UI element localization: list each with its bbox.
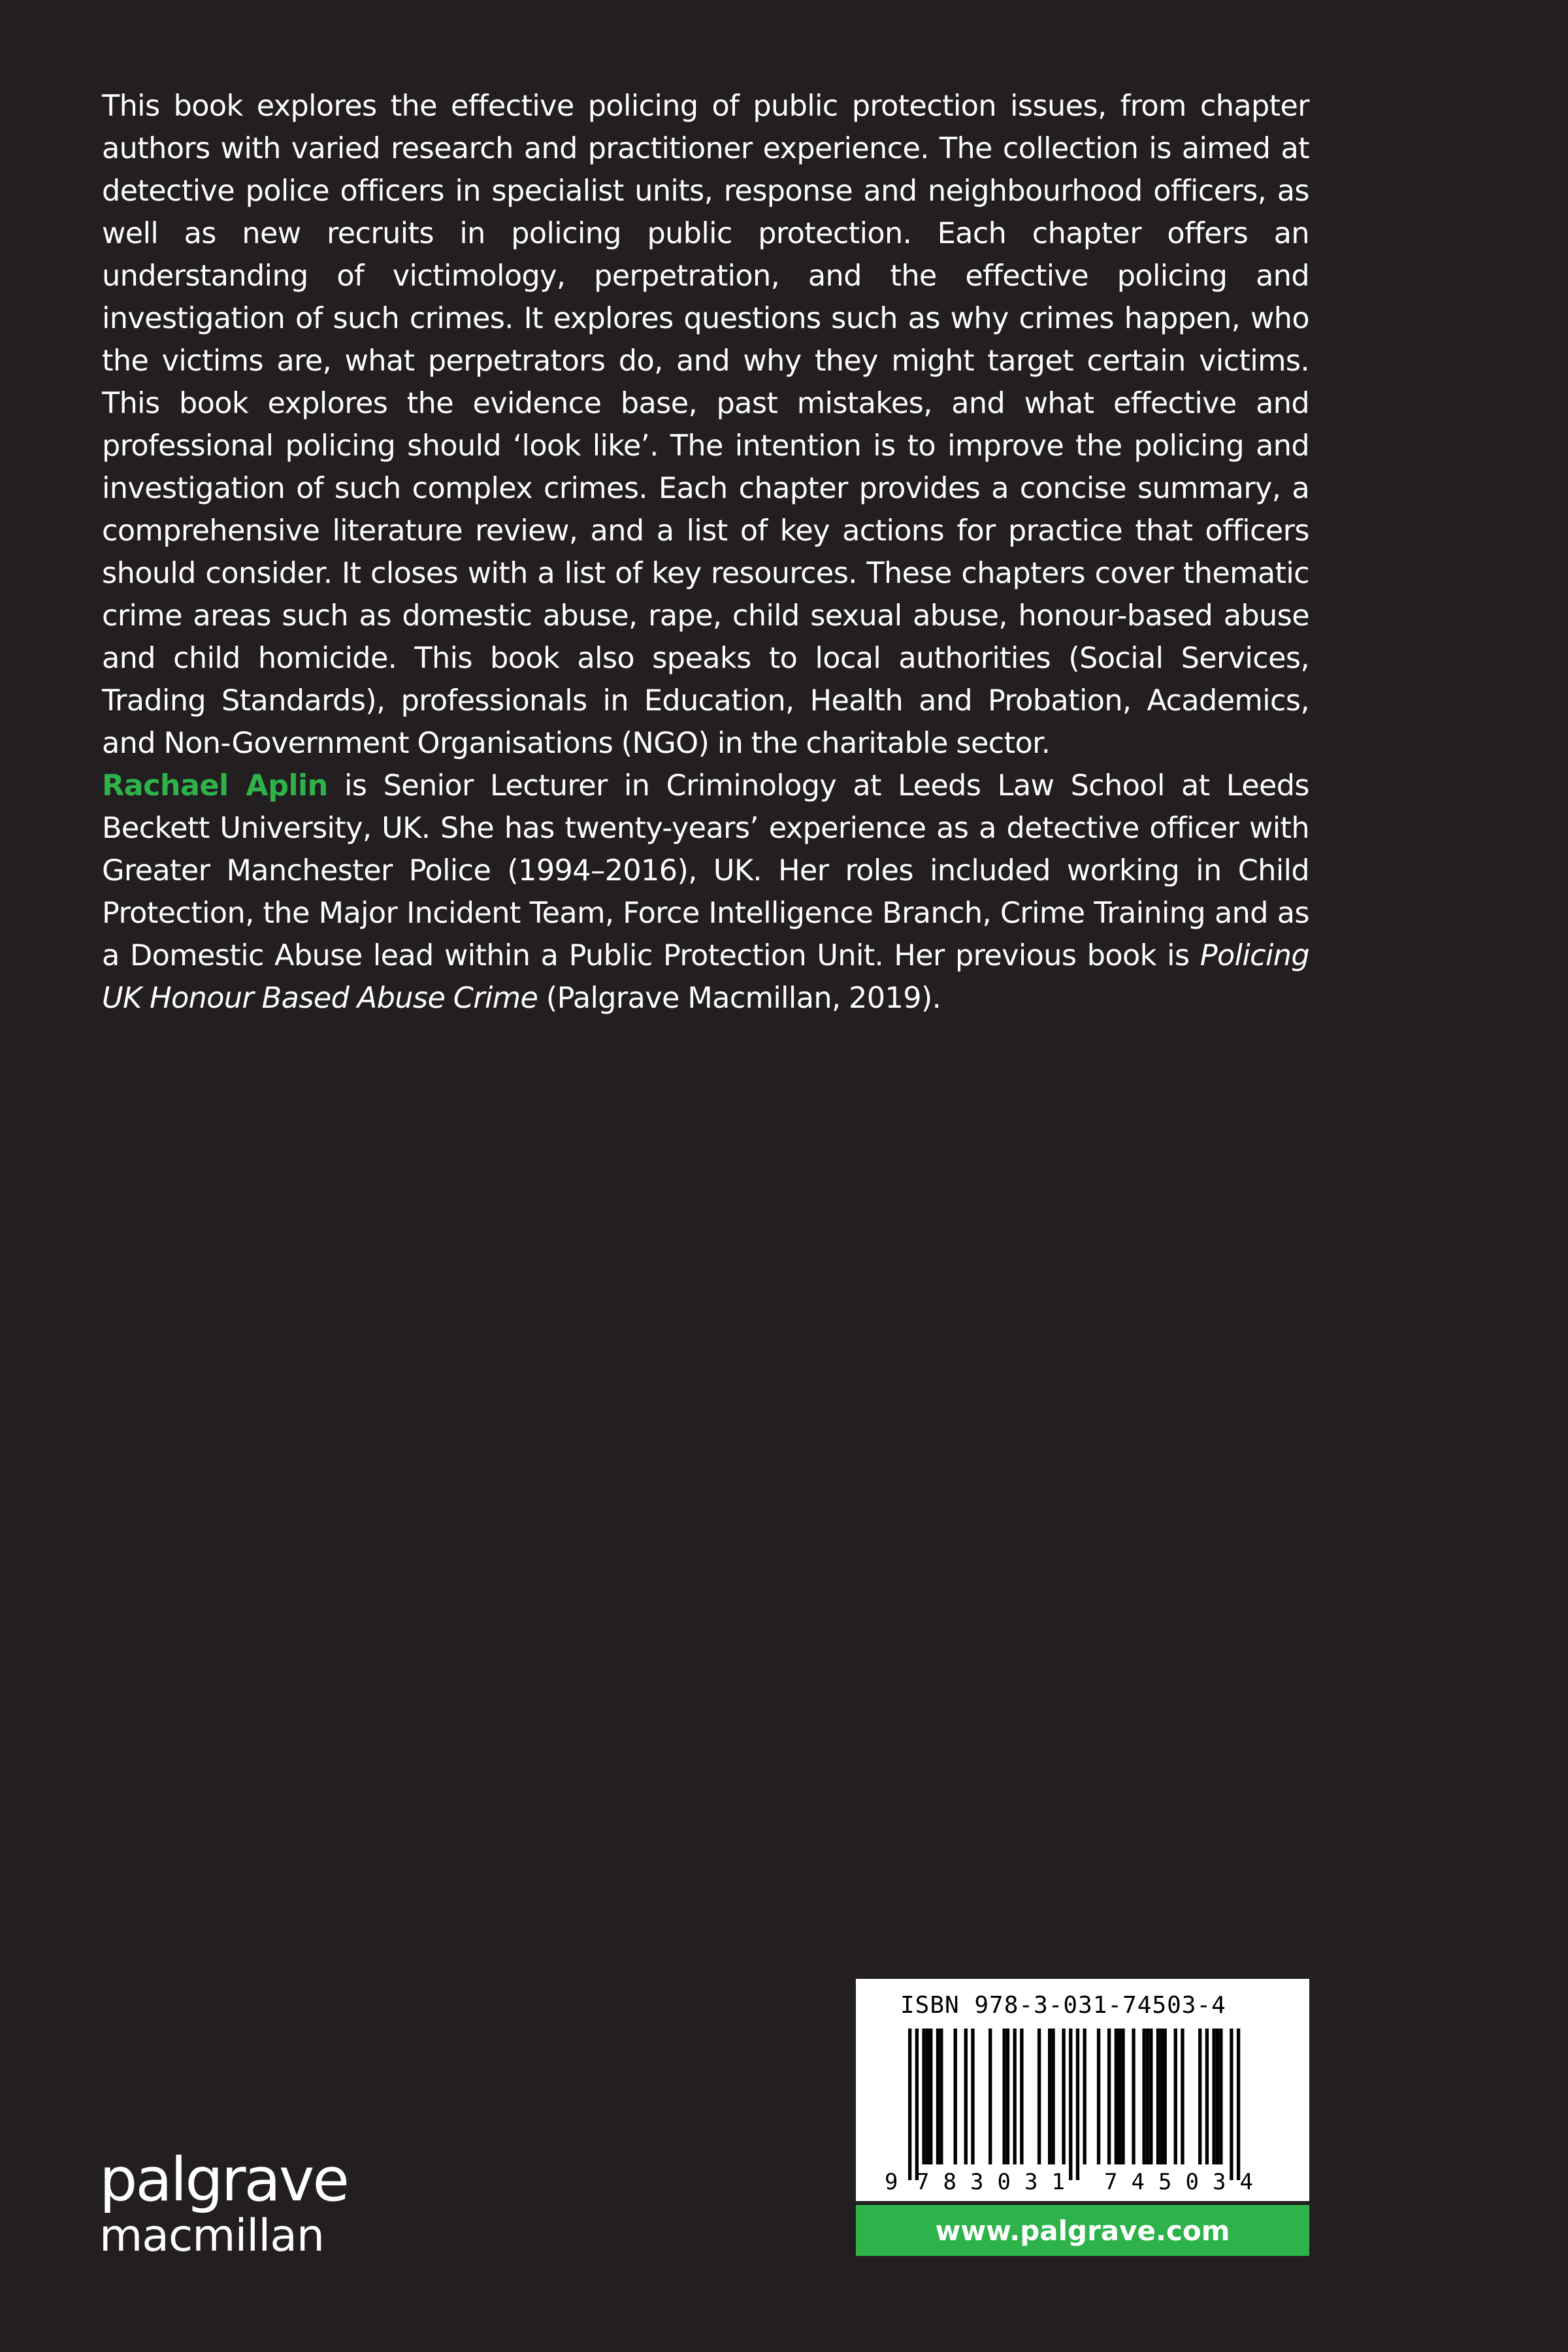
barcode-bar [1076, 2029, 1079, 2180]
barcode-bar [929, 2029, 932, 2164]
barcode-bar [1097, 2029, 1100, 2164]
barcode-bar [1051, 2029, 1054, 2164]
barcode-bar [908, 2029, 911, 2180]
author-bio-text: is Senior Lecturer in Criminology at Leeds Law School at Leeds Beckett University, UK. She has twenty-years’ experience as a detective officer with Greater Manchester Police (1994–2016), UK. Her roles included working in Child Protection, the Major Incident Team, Force Intelligence Branch, Crime Training and as a Domestic Abuse lead within a Public Protection Unit. Her previous book is [102, 769, 1309, 972]
barcode-bar [1146, 2029, 1149, 2164]
isbn-barcode [856, 1979, 1309, 2201]
isbn-label: ISBN 978-3-031-74503-4 [900, 1992, 1226, 2019]
barcode-bar [1219, 2029, 1222, 2164]
barcode-bar [1037, 2029, 1041, 2164]
barcode-bar [936, 2029, 939, 2164]
barcode-bar [954, 2029, 957, 2164]
barcode-digit-lead: 9 [885, 2169, 898, 2195]
barcode-bar [1069, 2029, 1072, 2180]
barcode-bar [1002, 2029, 1005, 2164]
barcode-bar [988, 2029, 992, 2164]
previous-book-title: Policing UK Honour Based Abuse Crime [102, 939, 1309, 1015]
publisher-url-band [856, 2205, 1309, 2256]
author-bio-publisher: (Palgrave Macmillan, 2019). [538, 982, 941, 1015]
barcode-bar [1062, 2029, 1065, 2164]
barcode-bar [1020, 2029, 1023, 2164]
barcode-bar [926, 2029, 929, 2164]
barcode-bar [1013, 2029, 1017, 2164]
barcode-bar [1216, 2029, 1219, 2164]
barcode-bar [1160, 2029, 1163, 2164]
barcode-bar [1132, 2029, 1135, 2164]
barcode-digits-left: 783031 [916, 2169, 1065, 2195]
barcode-bar [1174, 2029, 1177, 2164]
barcode-bar [1118, 2029, 1121, 2164]
barcode-bar [1164, 2029, 1167, 2164]
barcode-bar [1121, 2029, 1124, 2164]
barcode-bar [1142, 2029, 1145, 2164]
barcode-bar [1181, 2029, 1184, 2164]
author-name: Rachael Aplin [102, 769, 328, 803]
publisher-url: www.palgrave.com [935, 2214, 1230, 2247]
barcode-bar [922, 2029, 925, 2164]
barcode-bar [1149, 2029, 1152, 2164]
barcode-bar [1198, 2029, 1201, 2164]
barcode-bar [1205, 2029, 1209, 2164]
barcode-bar [971, 2029, 974, 2164]
barcode-bar [1212, 2029, 1215, 2164]
barcode-digits-right: 745034 [1104, 2169, 1253, 2195]
author-bio [102, 765, 1309, 1019]
barcode-bar [1107, 2029, 1111, 2164]
book-description: This book explores the effective policing of public protection issues, from chapter authors with varied research and practitioner experience. The collection is aimed at detective police officers in specialist units, response and neighbourhood officers, as well as new recruits in policing public protection. Each chapter offers an understanding of victimology, perpetration, and the effective policing and investigation of such crimes. It explores questions such as why crimes happen, who the victims are, what perpetrators do, and why they might target certain victims. This book explores the evidence base, past mistakes, and what effective and professional policing should ‘look like’. The intention is to improve the policing and investigation of such complex crimes. Each chapter provides a concise summary, a comprehensive literature review, and a list of key actions for practice that officers should consider. It closes with a list of key resources. These chapters cover thematic crime areas such as domestic abuse, rape, child sexual abuse, honour-based abuse and child homicide. This book also speaks to local authorities (Social Services, Trading Standards), professionals in Education, Health and Probation, Academics, and Non-Government Organisations (NGO) in the charitable sector. [102, 90, 1309, 760]
publisher-logo [99, 2145, 348, 2262]
barcode-bar [1115, 2029, 1118, 2164]
barcode-bar [1237, 2029, 1240, 2180]
barcode-bar [915, 2029, 919, 2180]
barcode-bar [1006, 2029, 1009, 2164]
barcode-bars [908, 2029, 1240, 2180]
barcode-bar [1156, 2029, 1160, 2164]
barcode-bar [1083, 2029, 1086, 2164]
logo-wordmark-palgrave: palgrave [99, 2145, 348, 2215]
barcode-bar [1048, 2029, 1051, 2164]
barcode-graphic [856, 1979, 1309, 2201]
barcode-bar [1230, 2029, 1233, 2180]
barcode-bar [939, 2029, 943, 2164]
barcode-bar [964, 2029, 968, 2164]
logo-wordmark-macmillan: macmillan [99, 2210, 324, 2262]
